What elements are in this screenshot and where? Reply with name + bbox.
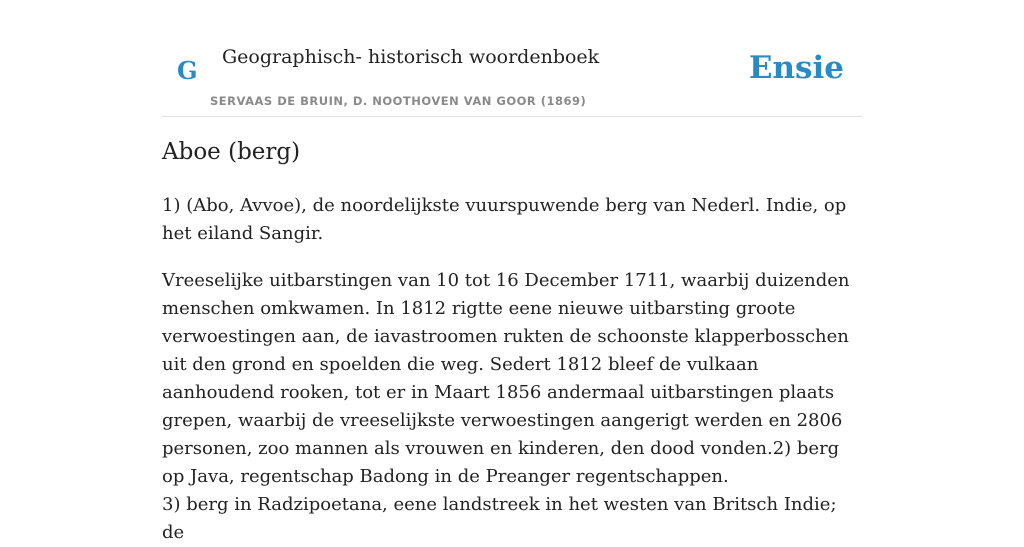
ensie-logo-link[interactable]: Ensie <box>748 50 844 86</box>
header <box>162 0 862 117</box>
entry-title: Aboe (berg) <box>162 139 301 165</box>
book-authors: SERVAAS DE BRUIN, D. NOOTHOVEN VAN GOOR (1869) <box>210 94 587 108</box>
book-logo-icon[interactable]: G <box>177 56 198 85</box>
entry-paragraph: 3) berg in Radzipoetana, eene landstreek in het westen van Britsch Indie; de <box>162 494 837 543</box>
entry-paragraph: 1) (Abo, Avvoe), de noordelijkste vuurspuwende berg van Nederl. Indie, op het eiland Sangir. <box>162 195 847 244</box>
entry-body <box>162 192 862 547</box>
book-title[interactable]: Geographisch- historisch woordenboek <box>222 46 600 68</box>
entry-paragraph: Vreeselijke uitbarstingen van 10 tot 16 December 1711, waarbij duizenden menschen omkwamen. In 1812 rigtte eene nieuwe uitbarsting groote verwoestingen aan, de iavastroomen rukten de schoonste klapperbosschen uit den grond en spoelden die weg. Sedert 1812 bleef de vulkaan aanhoudend rooken, tot er in Maart 1856 andermaal uitbarstingen plaats grepen, waarbij de vreeselijkste verwoestingen aangerigt werden en 2806 personen, zoo mannen als vrouwen en kinderen, den dood vonden.2) berg op Java, regentschap Badong in de Preanger regentschappen. <box>162 270 850 487</box>
